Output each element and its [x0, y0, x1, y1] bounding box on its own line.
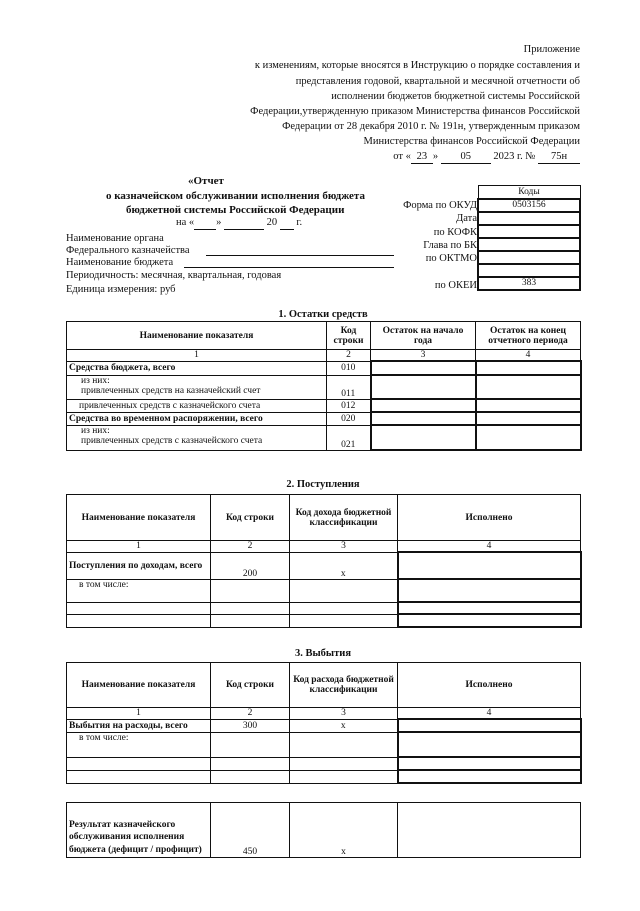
col-header-name: Наименование показателя	[67, 495, 211, 541]
row-label-text: привлеченных средств на казначейский счет	[81, 385, 261, 396]
row-label	[67, 375, 327, 399]
treasury-line[interactable]	[206, 255, 394, 256]
table-row	[67, 602, 581, 614]
value-cell[interactable]	[476, 361, 581, 375]
col-num: 3	[371, 350, 476, 362]
section3-title: 3. Выбытия	[294, 648, 352, 659]
value-cell[interactable]	[371, 425, 476, 450]
order-month: 05	[441, 152, 491, 164]
okud-code: 0503156	[478, 199, 580, 212]
value-cell[interactable]	[398, 719, 581, 732]
report-subtitle: бюджетной системы Российской Федерации	[126, 204, 345, 216]
classification-cell[interactable]	[290, 757, 398, 770]
col-num: 3	[290, 708, 398, 720]
classification-cell[interactable]	[290, 732, 398, 757]
value-cell[interactable]	[371, 375, 476, 399]
table-row	[67, 579, 581, 602]
row-code: 010	[327, 361, 371, 375]
table-row	[67, 757, 581, 770]
order-day: 23	[411, 152, 433, 164]
code-cell[interactable]	[211, 770, 290, 783]
table-row	[67, 770, 581, 783]
classification-cell: x	[290, 803, 398, 858]
label-cell[interactable]	[67, 602, 211, 614]
report-month[interactable]	[224, 218, 264, 230]
section2-title: 2. Поступления	[286, 479, 360, 490]
col-num: 2	[211, 541, 290, 553]
value-cell[interactable]	[398, 803, 581, 858]
date-prefix: на «	[176, 217, 195, 228]
classification-cell[interactable]	[290, 614, 398, 627]
col-header-code: Код строки	[211, 495, 290, 541]
result-label: Результат казначейского обслуживания исполнения бюджета (дефицит / профицит)	[67, 803, 211, 858]
codes-header: Коды	[478, 186, 580, 199]
header-line: исполнении бюджетов бюджетной системы Российской	[331, 91, 580, 102]
code-cell[interactable]	[211, 732, 290, 757]
col-num: 4	[476, 350, 581, 362]
row-label: в том числе:	[67, 579, 211, 602]
col-header-code: Код строки	[327, 322, 371, 350]
value-cell[interactable]	[398, 770, 581, 783]
col-num: 3	[290, 541, 398, 553]
value-cell[interactable]	[476, 425, 581, 450]
classification-cell[interactable]	[290, 770, 398, 783]
oktmo-cell[interactable]	[478, 251, 580, 264]
table-row	[67, 375, 581, 399]
row-label-prefix: из них:	[81, 425, 110, 436]
table-row	[67, 399, 581, 412]
date-label: Дата	[456, 213, 477, 224]
value-cell[interactable]	[371, 399, 476, 412]
header-line: Министерства финансов Российской Федерации	[363, 136, 580, 147]
header-line: Приложение	[523, 44, 580, 55]
value-cell[interactable]	[371, 361, 476, 375]
value-cell[interactable]	[476, 375, 581, 399]
value-cell[interactable]	[371, 412, 476, 425]
row-code: 021	[327, 425, 371, 450]
table-row	[67, 425, 581, 450]
table-row	[67, 719, 581, 732]
codes-table	[477, 185, 581, 291]
disposals-table	[66, 662, 582, 784]
col-header-classification: Код дохода бюджетной классификации	[290, 495, 398, 541]
section1-title: 1. Остатки средств	[278, 309, 368, 320]
col-num: 2	[211, 708, 290, 720]
oktmo-label: по ОКТМО	[425, 253, 477, 264]
table-row	[67, 614, 581, 627]
balances-table	[66, 321, 582, 451]
row-code: 020	[327, 412, 371, 425]
col-header-end: Остаток на конец отчетного периода	[476, 322, 581, 350]
row-label: Средства во временном распоряжении, всего	[67, 412, 327, 425]
row-code: 012	[327, 399, 371, 412]
row-label-prefix: из них:	[81, 375, 110, 386]
code-cell[interactable]	[211, 757, 290, 770]
glava-label: Глава по БК	[423, 240, 477, 251]
classification-cell[interactable]	[290, 579, 398, 602]
header-line: представления годовой, квартальной и месячной отчетности об	[295, 76, 580, 87]
value-cell[interactable]	[476, 399, 581, 412]
row-label: привлеченных средств с казначейского счета	[67, 399, 327, 412]
okud-label: Форма по ОКУД	[403, 200, 477, 211]
col-header-start: Остаток на начало года	[371, 322, 476, 350]
classification-cell: x	[290, 719, 398, 732]
okei-code: 383	[478, 277, 580, 290]
year-suffix: г.	[296, 217, 303, 228]
col-header-name: Наименование показателя	[67, 322, 327, 350]
row-code: 200	[211, 552, 290, 579]
table-row	[67, 412, 581, 425]
col-header-executed: Исполнено	[398, 495, 581, 541]
code-cell[interactable]	[211, 602, 290, 614]
col-header-code: Код строки	[211, 663, 290, 708]
header-line: к изменениям, которые вносятся в Инструкцию о порядке составления и	[254, 60, 580, 71]
blank-code-cell[interactable]	[478, 264, 580, 277]
col-num: 1	[67, 541, 211, 553]
row-label	[67, 425, 327, 450]
date-prefix: от «	[393, 151, 411, 162]
field-budget: Наименование бюджета	[66, 257, 174, 268]
col-num: 2	[327, 350, 371, 362]
classification-cell: x	[290, 552, 398, 579]
report-title: «Отчет	[188, 175, 224, 187]
value-cell[interactable]	[476, 412, 581, 425]
col-num: 1	[67, 350, 327, 362]
label-cell[interactable]	[67, 757, 211, 770]
col-num: 1	[67, 708, 211, 720]
row-label: в том числе:	[67, 732, 211, 757]
order-year: 2023 г. №	[493, 151, 536, 162]
row-label: Выбытия на расходы, всего	[67, 719, 211, 732]
table-row	[67, 361, 581, 375]
kofk-cell[interactable]	[478, 225, 580, 238]
code-cell[interactable]	[211, 579, 290, 602]
result-table	[66, 802, 581, 858]
header-line: Федерации от 28 декабря 2010 г. № 191н, утвержденным приказом	[282, 121, 580, 132]
table-row	[67, 732, 581, 757]
glava-cell[interactable]	[478, 238, 580, 251]
okei-label: по ОКЕИ	[434, 280, 477, 291]
code-cell[interactable]	[211, 614, 290, 627]
date-sep: »	[432, 151, 439, 162]
row-code: 300	[211, 719, 290, 732]
value-cell[interactable]	[398, 757, 581, 770]
order-date	[393, 152, 580, 164]
label-cell[interactable]	[67, 614, 211, 627]
value-cell[interactable]	[398, 614, 581, 627]
row-label: Средства бюджета, всего	[67, 361, 327, 375]
row-code: 450	[211, 803, 290, 858]
table-row	[67, 552, 581, 579]
classification-cell[interactable]	[290, 602, 398, 614]
row-label: Поступления по доходам, всего	[67, 552, 211, 579]
value-cell[interactable]	[398, 602, 581, 614]
budget-line[interactable]	[184, 267, 394, 268]
report-subtitle: о казначейском обслуживании исполнения бюджета	[106, 190, 365, 202]
report-date	[176, 218, 302, 230]
report-day[interactable]	[194, 218, 216, 230]
field-unit: Единица измерения: руб	[66, 284, 176, 295]
field-organ: Наименование органа	[66, 233, 164, 244]
col-header-executed: Исполнено	[398, 663, 581, 708]
order-number: 75н	[538, 152, 580, 164]
value-cell[interactable]	[398, 732, 581, 757]
row-label-text: привлеченных средств с казначейского счета	[81, 435, 263, 446]
table-row	[67, 803, 581, 858]
receipts-table	[66, 494, 582, 628]
col-num: 4	[398, 708, 581, 720]
field-treasury: Федерального казначейства	[66, 245, 190, 256]
label-cell[interactable]	[67, 770, 211, 783]
report-year-prefix: 20	[266, 217, 278, 228]
date-sep: »	[216, 217, 222, 228]
header-line: Федерации,утвержденную приказом Министерства финансов Российской	[250, 106, 580, 117]
value-cell[interactable]	[398, 579, 581, 602]
field-period: Периодичность: месячная, квартальная, годовая	[66, 270, 282, 281]
col-header-name: Наименование показателя	[67, 663, 211, 708]
row-code: 011	[327, 375, 371, 399]
col-num: 4	[398, 541, 581, 553]
date-cell[interactable]	[478, 212, 580, 225]
col-header-classification: Код расхода бюджетной классификации	[290, 663, 398, 708]
value-cell[interactable]	[398, 552, 581, 579]
report-year[interactable]	[280, 218, 294, 230]
kofk-label: по КОФК	[433, 227, 477, 238]
